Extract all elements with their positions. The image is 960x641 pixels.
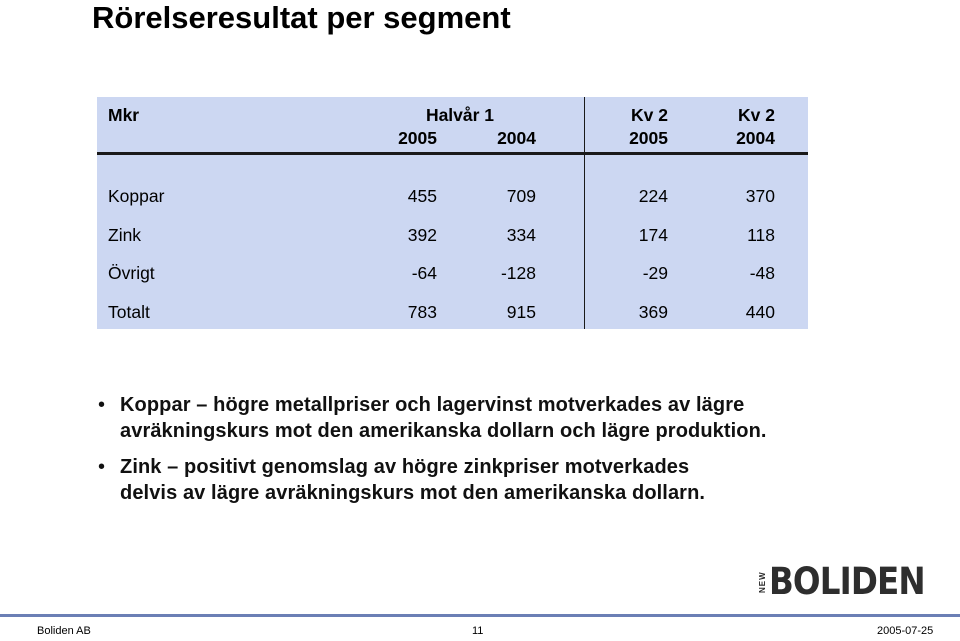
year-header: 2005 xyxy=(398,128,437,148)
boliden-logo xyxy=(757,560,939,603)
footer-divider xyxy=(0,614,960,617)
table-cell: -48 xyxy=(749,263,775,283)
group-header-q2-2005: Kv 2 xyxy=(631,105,668,125)
header-divider xyxy=(97,152,808,155)
bullet-item-zink xyxy=(98,454,928,506)
bullet-dot-icon: • xyxy=(98,394,106,416)
table-cell: 334 xyxy=(506,225,536,245)
logo-prefix: NEW xyxy=(758,571,767,593)
column-divider xyxy=(584,97,585,329)
table-cell: -128 xyxy=(500,263,536,283)
bullet-list xyxy=(98,392,928,516)
table-cell: 392 xyxy=(407,225,437,245)
table-cell: -29 xyxy=(642,263,668,283)
table-cell: 224 xyxy=(638,186,668,206)
footer-company: Boliden AB xyxy=(37,625,91,637)
logo-wordmark: BOLIDEN xyxy=(769,560,925,603)
bullet-line: avräkningskurs mot den amerikanska dollarn och lägre produktion. xyxy=(120,420,767,442)
footer-page-number: 11 xyxy=(472,625,484,637)
group-header-h1: Halvår 1 xyxy=(425,105,495,125)
table-cell: 370 xyxy=(745,186,775,206)
footer-date: 2005-07-25 xyxy=(877,625,934,637)
year-header: 2004 xyxy=(497,128,536,148)
table-cell: 783 xyxy=(407,302,437,322)
bullet-line: Zink – positivt genomslag av högre zinkpriser motverkades xyxy=(120,456,690,478)
year-header: 2005 xyxy=(629,128,668,148)
row-label: Totalt xyxy=(108,302,150,322)
slide-title: Rörelseresultat per segment xyxy=(92,0,511,35)
table-cell: 369 xyxy=(638,302,668,322)
table-cell: 174 xyxy=(638,225,668,245)
row-label: Övrigt xyxy=(108,263,155,283)
bullet-dot-icon: • xyxy=(98,456,106,478)
table-cell: 455 xyxy=(407,186,437,206)
group-header-q2-2004: Kv 2 xyxy=(738,105,775,125)
table-cell: -64 xyxy=(411,263,437,283)
bullet-item-koppar xyxy=(98,392,928,444)
bullet-line: delvis av lägre avräkningskurs mot den amerikanska dollarn. xyxy=(120,482,706,504)
year-header: 2004 xyxy=(736,128,775,148)
row-label: Zink xyxy=(108,225,142,245)
table-cell: 440 xyxy=(745,302,775,322)
table-cell: 118 xyxy=(747,225,775,245)
row-label: Koppar xyxy=(108,186,165,206)
bullet-line: Koppar – högre metallpriser och lagervinst motverkades av lägre xyxy=(120,394,745,416)
unit-label: Mkr xyxy=(108,105,140,125)
table-cell: 709 xyxy=(506,186,536,206)
table-cell: 915 xyxy=(506,302,536,322)
